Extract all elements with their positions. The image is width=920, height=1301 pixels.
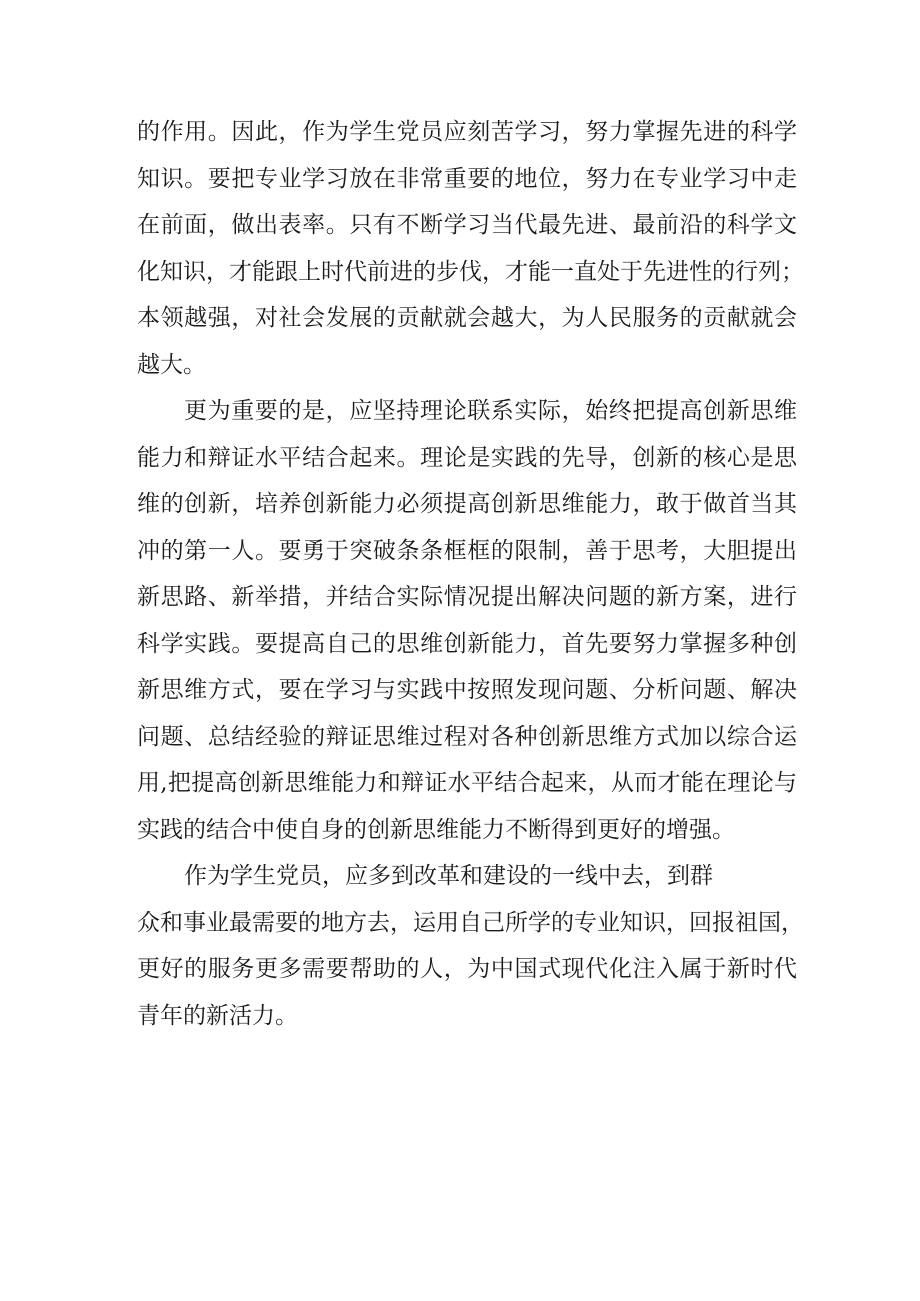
text-line: 作为学生党员，应多到改革和建设的一线中去，到群 bbox=[184, 863, 713, 889]
text-line: 实践的结合中使自身的创新思维能力不断得到更好的增强。 bbox=[137, 816, 735, 843]
paragraph-2 bbox=[137, 388, 797, 853]
text-line: 问题、总结经验的辩证思维过程对各种创新思维方式加以综合运 bbox=[137, 723, 797, 750]
text-line: 维的创新，培养创新能力必须提高创新思维能力，敢于做首当其 bbox=[137, 491, 797, 517]
text-line: 在前面，做出表率。只有不断学习当代最先进、最前沿的科学文 bbox=[137, 212, 797, 238]
text-line: 更为重要的是，应坚持理论联系实际，始终把提高创新思维 bbox=[184, 398, 797, 424]
text-line: 能力和辩证水平结合起来。理论是实践的先导，创新的核心是思 bbox=[137, 444, 797, 471]
text-line: 青年的新活力。 bbox=[137, 1002, 298, 1029]
text-line: 知识。要把专业学习放在非常重要的地位，努力在专业学习中走 bbox=[137, 165, 797, 192]
text-line: 的作用。因此，作为学生党员应刻苦学习，努力掌握先进的科学 bbox=[137, 119, 797, 145]
document-body bbox=[137, 109, 804, 1039]
paragraph-1 bbox=[137, 109, 804, 388]
text-line: 新思维方式，要在学习与实践中按照发现问题、分析问题、解决 bbox=[137, 677, 797, 703]
text-line: 众和事业最需要的地方去，运用自己所学的专业知识，回报祖国， bbox=[137, 909, 804, 936]
text-line: 冲的第一人。要勇于突破条条框框的限制，善于思考，大胆提出 bbox=[137, 537, 797, 564]
text-line: 越大。 bbox=[137, 351, 206, 378]
text-line: 用,把提高创新思维能力和辩证水平结合起来，从而才能在理论与 bbox=[137, 770, 797, 796]
text-line: 新思路、新举措，并结合实际情况提出解决问题的新方案，进行 bbox=[137, 584, 797, 610]
text-line: 科学实践。要提高自己的思维创新能力，首先要努力掌握多种创 bbox=[137, 630, 797, 657]
paragraph-3 bbox=[137, 853, 804, 1039]
text-line: 更好的服务更多需要帮助的人，为中国式现代化注入属于新时代 bbox=[137, 956, 797, 982]
text-line: 本领越强，对社会发展的贡献就会越大，为人民服务的贡献就会 bbox=[137, 305, 797, 331]
text-line: 化知识，才能跟上时代前进的步伐，才能一直处于先进性的行列； bbox=[137, 258, 804, 285]
